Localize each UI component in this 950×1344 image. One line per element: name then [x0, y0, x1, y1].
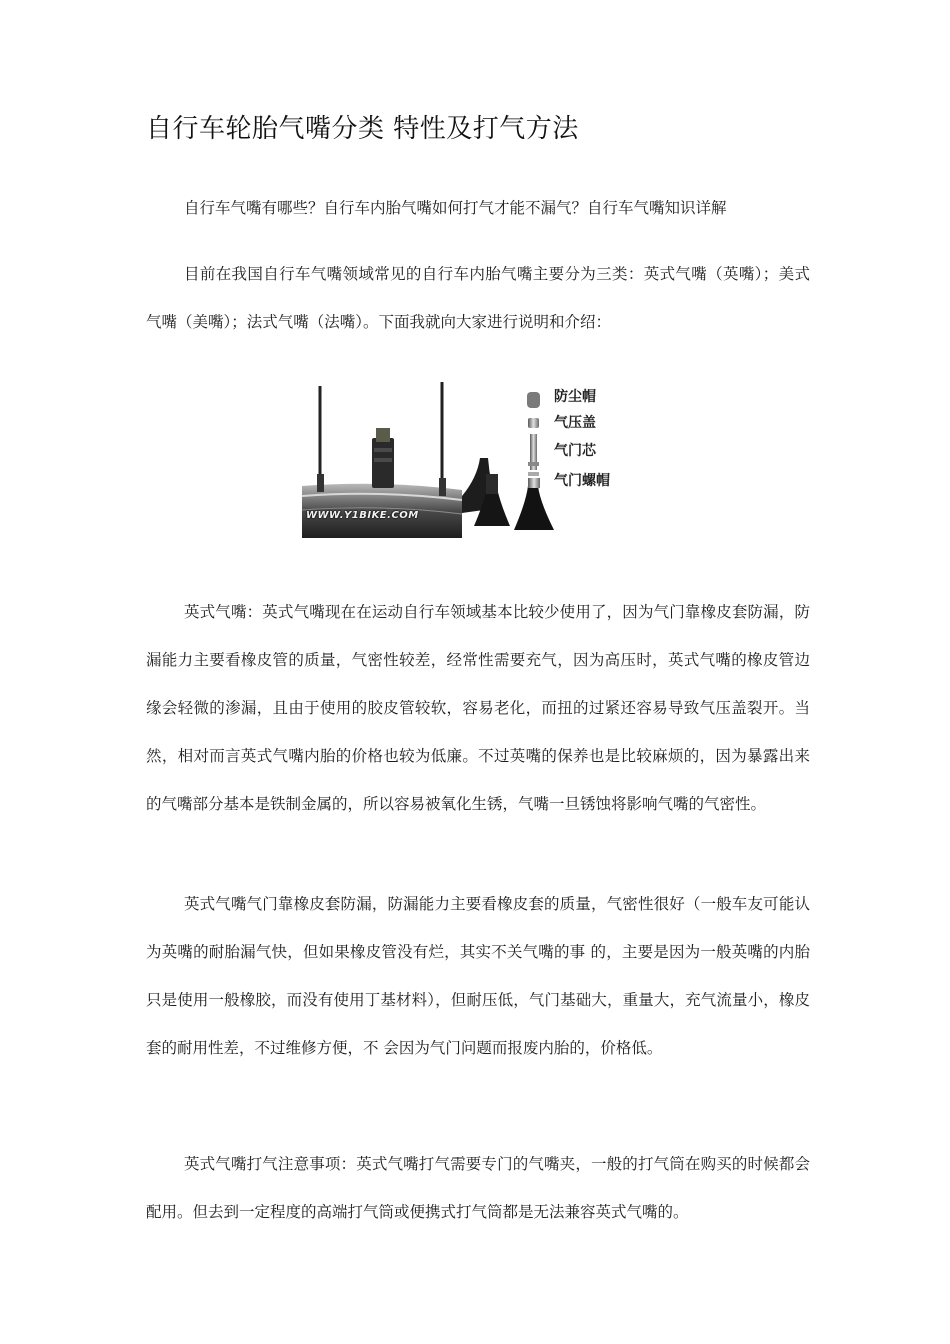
valve-nut-label: 气门螺帽 [554, 473, 610, 489]
valve-nut-part [528, 478, 540, 488]
dust-cap-part [527, 392, 540, 408]
valve-diagram-figure [302, 378, 632, 538]
document-title: 自行车轮胎气嘴分类 特性及打气方法 [146, 114, 579, 144]
valve-rubber-base [514, 486, 554, 530]
english-valve-paragraph-2: 英式气嘴气门靠橡皮套防漏，防漏能力主要看橡皮套的质量，气密性很好（一般车友可能认为英嘴的耐胎漏气快，但如果橡皮管没有烂，其实不关气嘴的事 的，主要是因为一般英嘴的内胎只是使用一般橡胶，而没有使用丁基材料），但耐压低，气门基础大，重量大，充气流量小，橡皮套的耐用性差，不过维修方便，不 会因为气门问题而报废内胎的，价格低。 [146, 895, 810, 1057]
pressure-cap-part [528, 418, 539, 428]
image-watermark: WWW.Y1BIKE.COM [306, 510, 419, 521]
english-valve-paragraph-1: 英式气嘴：英式气嘴现在在运动自行车领域基本比较少使用了，因为气门靠橡皮套防漏，防漏能力主要看橡皮管的质量，气密性较差，经常性需要充气，因为高压时，英式气嘴的橡皮管边缘会轻微的渗漏，且由于使用的胶皮管较软，容易老化，而扭的过紧还容易导致气压盖裂开。当然，相对而言英式气嘴内胎的价格也较为低廉。不过英嘴的保养也是比较麻烦的，因为暴露出来的气嘴部分基本是铁制金属的，所以容易被氧化生锈，气嘴一旦锈蚀将影响气嘴的气密性。 [146, 603, 810, 813]
english-valve-paragraph-3: 英式气嘴打气注意事项：英式气嘴打气需要专门的气嘴夹，一般的打气筒在购买的时候都会配用。但去到一定程度的高端打气筒或便携式打气筒都是无法兼容英式气嘴的。 [146, 1155, 810, 1221]
intro-paragraph: 自行车气嘴有哪些？自行车内胎气嘴如何打气才能不漏气？自行车气嘴知识详解 [184, 199, 727, 217]
valve-core-label: 气门芯 [554, 443, 596, 459]
pressure-cap-label: 气压盖 [554, 415, 596, 431]
valve-types-paragraph: 目前在我国自行车气嘴领域常见的自行车内胎气嘴主要分为三类：英式气嘴（英嘴）；美式气嘴（美嘴）；法式气嘴（法嘴）。下面我就向大家进行说明和介绍： [146, 265, 810, 331]
dust-cap-label: 防尘帽 [554, 389, 596, 405]
dunlop-valve [372, 438, 394, 488]
